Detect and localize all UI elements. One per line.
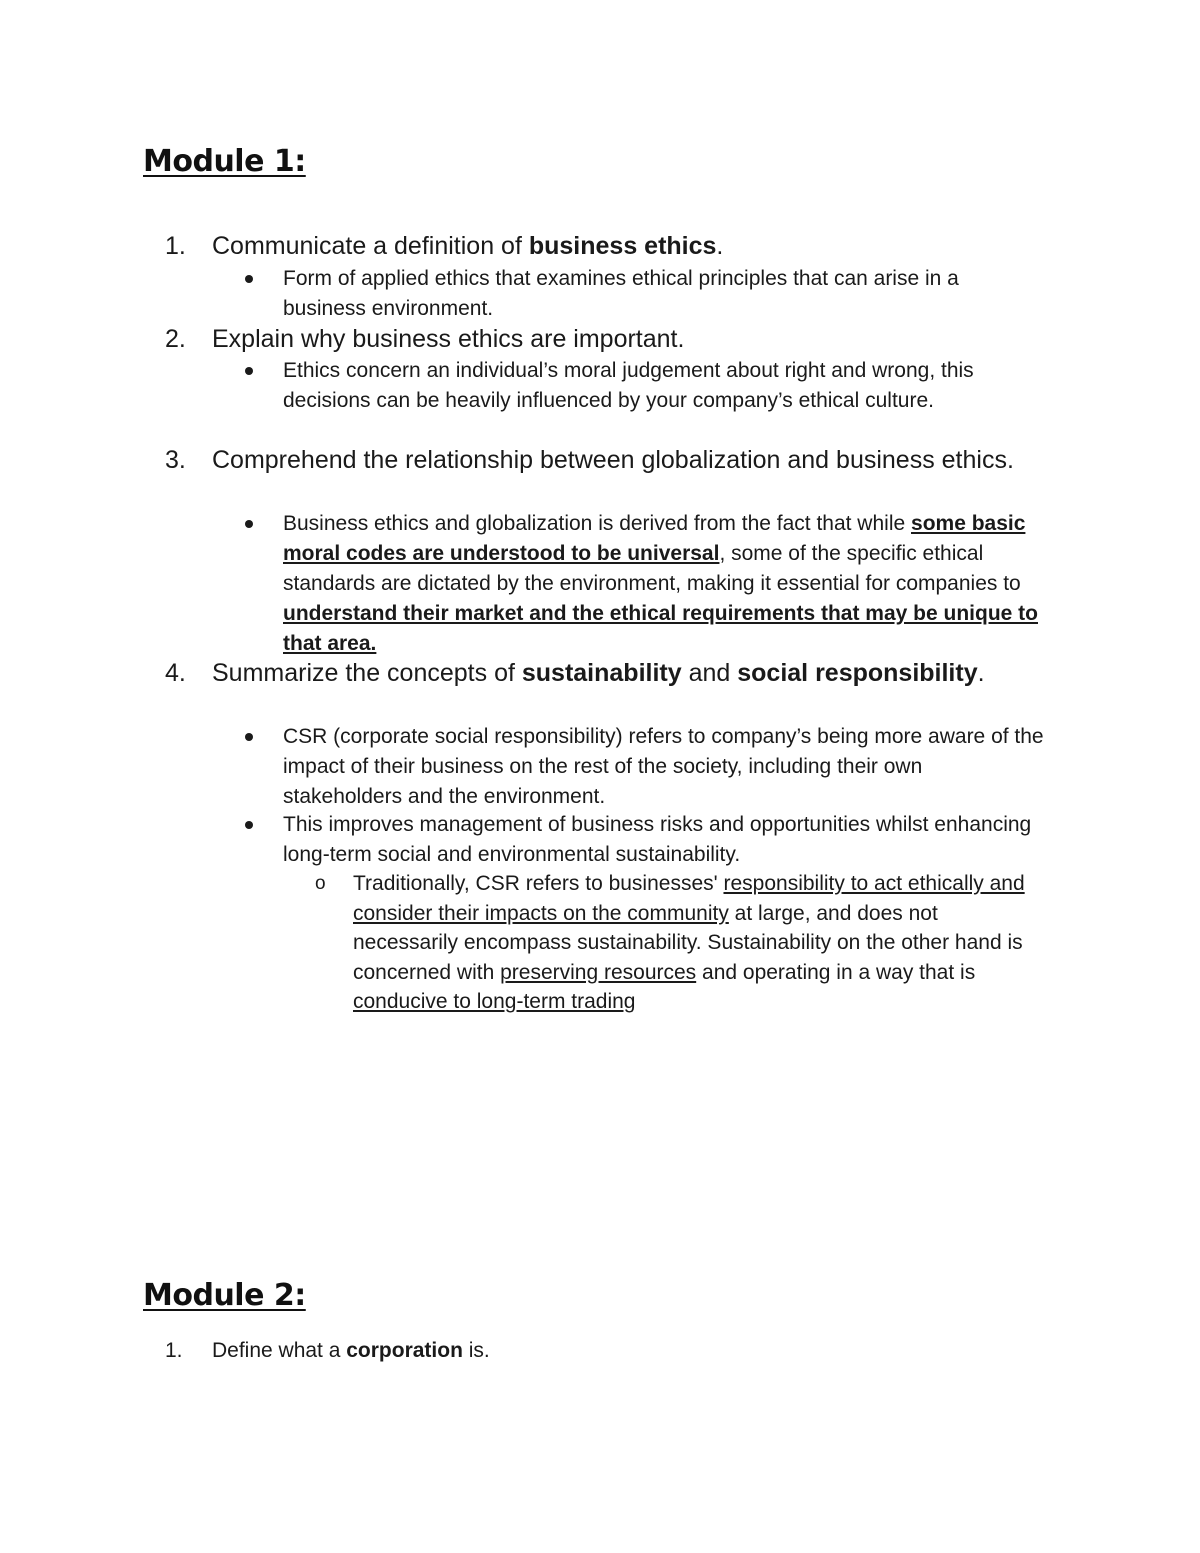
bold-term: business ethics — [528, 232, 717, 260]
item-text: Explain why business ethics are important. — [212, 325, 685, 353]
bullet-dot-icon — [245, 367, 253, 375]
bullet-text: Business ethics and globalization is derived from the fact that while some basic moral codes are understood to be universal, some of the specific ethical standards are dictated by the environment, making it essential for companies to understand their market and the ethical requirements that may be unique to that area. — [283, 512, 1038, 655]
item-text: Summarize the concepts of sustainability and social responsibility. — [212, 659, 985, 687]
module-1-item-1 — [165, 230, 1045, 262]
underlined-phrase: responsibility to act ethically and consider their impacts on the community — [353, 872, 1025, 925]
bullet-text: Ethics concern an individual’s moral judgement about right and wrong, this decisions can be heavily influenced by your company’s ethical culture. — [283, 359, 974, 412]
bullet-dot-icon — [245, 275, 253, 283]
underlined-phrase: preserving resources — [500, 960, 697, 984]
bullet-text: Form of applied ethics that examines ethical principles that can arise in a business environment. — [283, 267, 959, 320]
sub-bullet-marker: o — [315, 873, 326, 894]
emphasis-market-requirements: understand their market and the ethical requirements that may be unique to that area. — [283, 602, 1038, 655]
bullet-item — [245, 509, 1045, 659]
module-1-item-3 — [165, 444, 1045, 476]
bullet-item — [245, 356, 1045, 416]
bullet-dot-icon — [245, 733, 253, 741]
bullet-text: CSR (corporate social responsibility) refers to company’s being more aware of the impact of their business on the rest of the society, including their own stakeholders and the environment. — [283, 725, 1044, 808]
bullet-item — [245, 810, 1045, 870]
sub-bullet-item — [315, 869, 1045, 1017]
item-text: Communicate a definition of business ethics. — [212, 232, 724, 260]
bullet-dot-icon — [245, 821, 253, 829]
emphasis-universal-codes: some basic moral codes are understood to be universal — [283, 512, 1026, 565]
list-number: 1. — [165, 1339, 183, 1362]
bullet-dot-icon — [245, 520, 253, 528]
module-1-item-2 — [165, 323, 1045, 355]
list-number: 4. — [165, 659, 186, 687]
list-number: 2. — [165, 325, 186, 353]
module-2-heading: Module 2: — [143, 1278, 306, 1313]
module-1-heading: Module 1: — [143, 144, 306, 179]
list-number: 3. — [165, 446, 186, 474]
bold-term: corporation — [346, 1339, 463, 1362]
bullet-text: This improves management of business risks and opportunities whilst enhancing long-term social and environmental sustainability. — [283, 813, 1032, 866]
bullet-item — [245, 264, 1045, 324]
underlined-phrase: conducive to long-term trading — [353, 990, 636, 1013]
bold-term: social responsibility — [737, 659, 978, 687]
module-1-item-4 — [165, 657, 1045, 689]
item-text: Comprehend the relationship between globalization and business ethics. — [212, 446, 1014, 474]
item-text: Define what a corporation is. — [212, 1339, 490, 1362]
sub-bullet-text: Traditionally, CSR refers to businesses' responsibility to act ethically and consider their impacts on the community at large, and does not necessarily encompass sustainability. Sustainability on the other hand is concerned with preserving resources and operating in a way that is conducive to long-term trading — [353, 872, 1025, 1013]
bold-term: sustainability — [521, 659, 682, 687]
list-number: 1. — [165, 232, 186, 260]
bullet-item — [245, 722, 1045, 812]
module-2-item-1 — [165, 1335, 1045, 1367]
